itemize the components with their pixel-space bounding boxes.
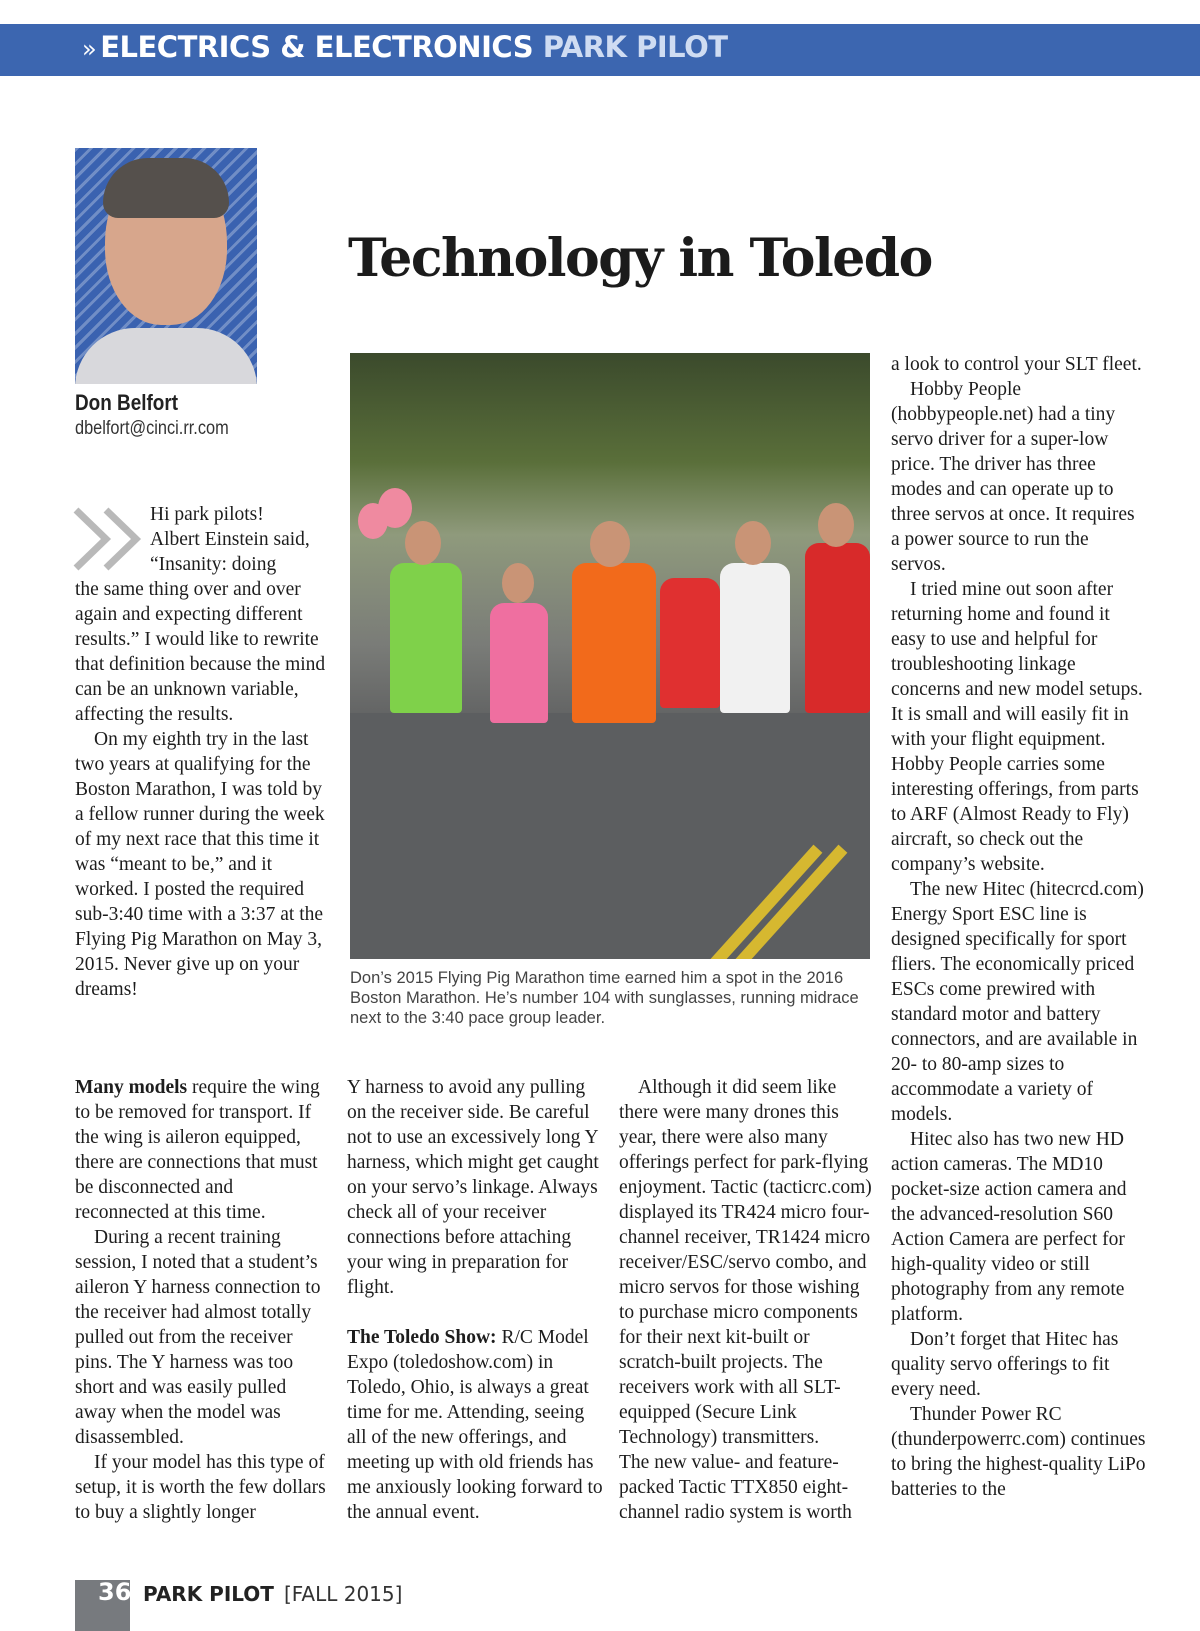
col4-paragraph-7: Thunder Power RC (thunderpowerrc.com) continues to bring the highest-quality LiPo batteries to the [891,1404,1146,1500]
column-4 [891,352,1147,1502]
section-subtitle: PARK PILOT [542,30,728,64]
intro-line-2: Albert Einstein said, [150,529,310,550]
intro-line-1: Hi park pilots! [150,504,264,525]
col1-paragraph-2: During a recent training session, I noted that a student’s aileron Y harness connection to the receiver had almost totally pulled out from the receiver pins. The Y harness was too short and was easily pulled away when the model was disassembled. [75,1227,321,1448]
lead-in-models: Many models [75,1077,188,1098]
intro-text [75,577,327,1002]
article-photo [350,353,870,959]
col2-paragraph-2: R/C Model Expo (toledoshow.com) in Toledo, Ohio, is always a great time for me. Attending, seeing all of the new offerings, and meeting up with old friends has me anxiously looking forward to the annual event. [347,1327,603,1523]
author-name: Don Belfort [75,390,178,415]
col4-paragraph-6: Don’t forget that Hitec has quality servo offerings to fit every need. [891,1329,1119,1400]
author-photo [75,148,257,384]
intro-paragraph-2: On my eighth try in the last two years at qualifying for the Boston Marathon, I was told by a fellow runner during the week of my next race that this time it was “meant to be,” and it worked. I posted the required sub-3:40 time with a 3:37 at the Flying Pig Marathon on May 3, 2015. Never give up on your dreams! [75,729,325,1000]
section-header [82,30,728,64]
article-title: Technology in Toledo [348,228,932,289]
chevron-right-icon: » [82,35,97,63]
col4-paragraph-1: a look to control your SLT fleet. [891,354,1142,375]
footer-issue: [FALL 2015] [283,1582,403,1606]
intro-line-3: “Insanity: doing [150,554,277,575]
column-1 [75,1075,331,1525]
col1-paragraph-1: require the wing to be removed for transport. If the wing is aileron equipped, there are connections that must be disconnected and reconnected at this time. [75,1077,320,1223]
col4-paragraph-3: I tried mine out soon after returning home and found it easy to use and helpful for troubleshooting linkage concerns and new model setups. It is small and will easily fit in with your flight equipment. Hobby People carries some interesting offerings, from parts to ARF (Almost Ready to Fly) aircraft, so check out the company’s website. [891,579,1143,875]
footer-magazine: PARK PILOT [143,1582,274,1606]
col3-paragraph-1: Although it did seem like there were many drones this year, there were also many offerings perfect for park-flying enjoyment. Tactic (tacticrc.com) displayed its TR424 micro four-channel receiver, TR1424 micro receiver/ESC/servo combo, and micro servos for those wishing to purchase micro components for their next kit-built or scratch-built projects. The receivers work with all SLT-equipped (Secure Link Technology) transmitters. [619,1077,872,1448]
col4-paragraph-4: The new Hitec (hitecrcd.com) Energy Sport ESC line is designed specifically for sport fliers. The economically priced ESCs come prewired with standard motor and battery connectors, and are available in 20- to 80-amp sizes to accommodate a variety of models. [891,879,1144,1125]
intro-dropcap-text [150,502,326,577]
col3-paragraph-2: The new value- and feature-packed Tactic TTX850 eight-channel radio system is worth [619,1452,852,1523]
col4-paragraph-2: Hobby People (hobbypeople.net) had a tiny servo driver for a super-low price. The driver has three modes and can operate up to three servos at once. It requires a power source to run the servos. [891,379,1135,575]
col1-paragraph-3: If your model has this type of setup, it is worth the few dollars to buy a slightly longer [75,1452,326,1523]
intro-paragraph-1: the same thing over and over again and expecting different results.” I would like to rewrite that definition because the mind can be an unknown variable, affecting the results. [75,579,326,725]
column-2 [347,1075,603,1525]
col4-paragraph-5: Hitec also has two new HD action cameras. The MD10 pocket-size action camera and the advanced-resolution S60 Action Camera are perfect for high-quality video or still photography from any remote platform. [891,1129,1127,1325]
col2-paragraph-1: Y harness to avoid any pulling on the receiver side. Be careful not to use an excessively long Y harness, which might get caught on your servo’s linkage. Always check all of your receiver connections before attaching your wing in preparation for flight. [347,1077,599,1298]
photo-caption: Don’s 2015 Flying Pig Marathon time earned him a spot in the 2016 Boston Marathon. He’s number 104 with sunglasses, running midrace next to the 3:40 pace group leader. [350,969,859,1027]
lead-in-toledo-show: The Toledo Show: [347,1327,497,1348]
section-title: ELECTRICS & ELECTRONICS [100,30,534,64]
page-number: 36 [98,1578,132,1606]
footer-folio [143,1582,402,1606]
column-3 [619,1075,875,1525]
double-chevron-icon [72,504,152,574]
author-email[interactable]: dbelfort@cinci.rr.com [75,418,229,439]
